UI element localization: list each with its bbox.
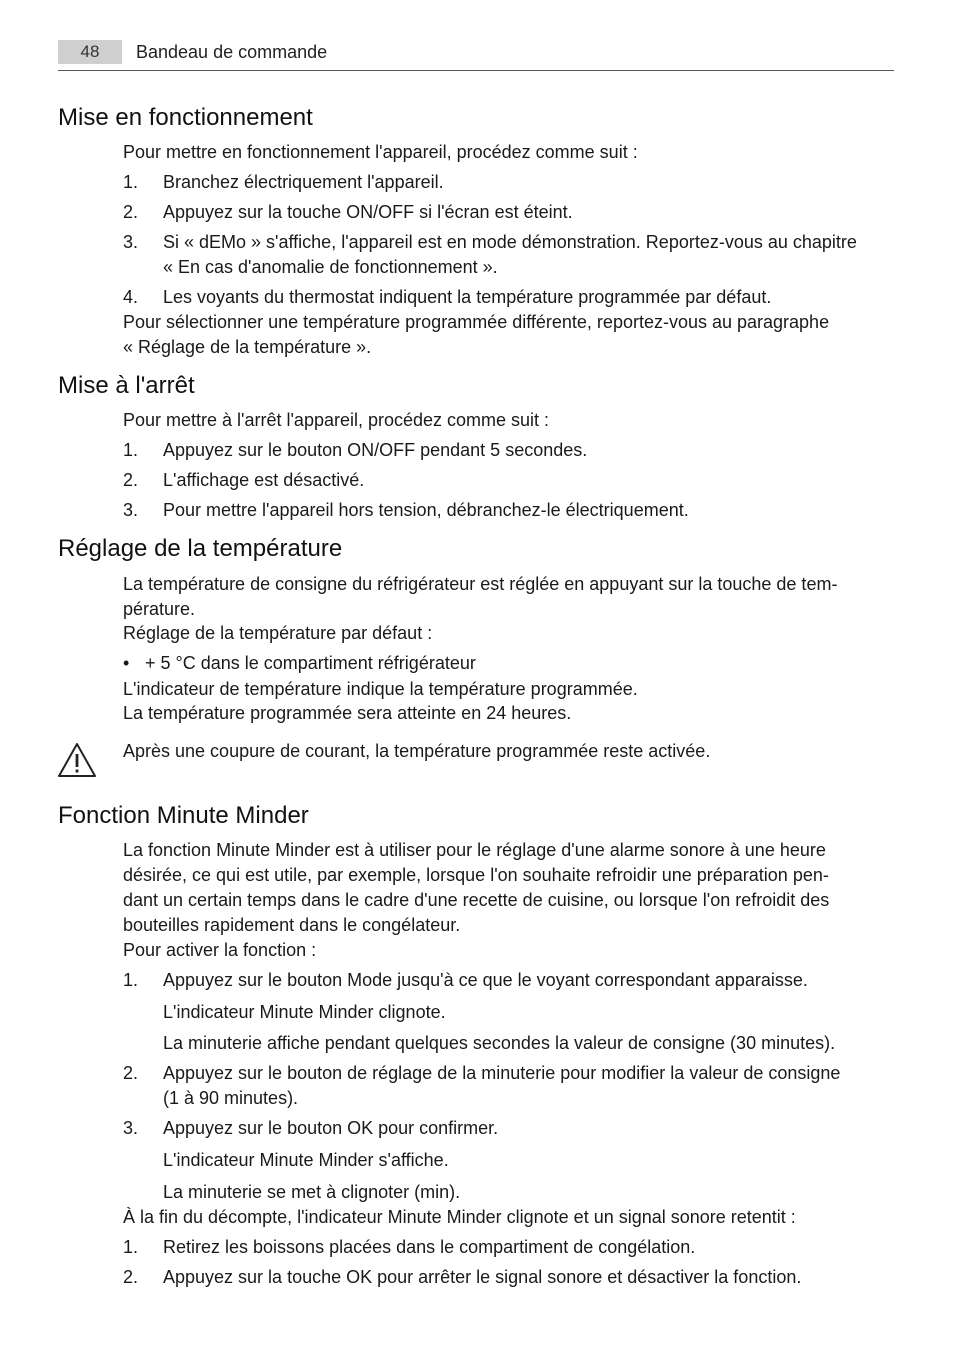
paragraph: Pour sélectionner une température programmée différente, reportez-vous au paragraphe bbox=[123, 312, 830, 332]
warning-text: Après une coupure de courant, la température programmée reste activée. bbox=[123, 741, 711, 761]
paragraph: bouteilles rapidement dans le congélateur. bbox=[123, 915, 461, 935]
list-item: Appuyez sur le bouton de réglage de la minuterie pour modifier la valeur de consigne bbox=[163, 1063, 841, 1083]
list-number: 2. bbox=[123, 470, 139, 490]
list-subitem: La minuterie affiche pendant quelques secondes la valeur de consigne (30 minutes). bbox=[163, 1033, 836, 1053]
list-item: Appuyez sur la touche OK pour arrêter le signal sonore et désactiver la fonction. bbox=[163, 1267, 802, 1287]
list-item: Appuyez sur le bouton ON/OFF pendant 5 secondes. bbox=[163, 440, 588, 460]
paragraph: désirée, ce qui est utile, par exemple, lorsque l'on souhaite refroidir une préparation pen- bbox=[123, 865, 829, 885]
list-number: 2. bbox=[123, 1267, 139, 1287]
list-number: 2. bbox=[123, 202, 139, 222]
paragraph: La température programmée sera atteinte en 24 heures. bbox=[123, 703, 572, 723]
list-number: 3. bbox=[123, 500, 139, 520]
list-item: Si « dEMo » s'affiche, l'appareil est en mode démonstration. Reportez-vous au chapitre bbox=[163, 232, 857, 252]
list-item: Appuyez sur la touche ON/OFF si l'écran est éteint. bbox=[163, 202, 573, 222]
page-number: 48 bbox=[58, 40, 122, 64]
bullet-mark: • bbox=[123, 653, 130, 673]
header-title: Bandeau de commande bbox=[136, 42, 328, 62]
paragraph: Pour activer la fonction : bbox=[123, 940, 317, 960]
list-item: Retirez les boissons placées dans le compartiment de congélation. bbox=[163, 1237, 696, 1257]
list-number: 3. bbox=[123, 1118, 139, 1138]
list-item: Pour mettre l'appareil hors tension, débranchez-le électriquement. bbox=[163, 500, 689, 520]
paragraph: pérature. bbox=[123, 599, 196, 619]
paragraph: Réglage de la température par défaut : bbox=[123, 623, 433, 643]
list-number: 1. bbox=[123, 1237, 139, 1257]
list-item-continued: « En cas d'anomalie de fonctionnement ». bbox=[163, 257, 498, 277]
section-title-reglage-temperature: Réglage de la température bbox=[58, 535, 343, 562]
paragraph: La fonction Minute Minder est à utiliser pour le réglage d'une alarme sonore à une heure bbox=[123, 840, 826, 860]
paragraph: dant un certain temps dans le cadre d'une recette de cuisine, ou lorsque l'on refroidit des bbox=[123, 890, 830, 910]
paragraph: L'indicateur de température indique la température programmée. bbox=[123, 679, 638, 699]
list-item: Appuyez sur le bouton Mode jusqu'à ce que le voyant correspondant apparaisse. bbox=[163, 970, 808, 990]
list-number: 4. bbox=[123, 287, 139, 307]
list-number: 1. bbox=[123, 970, 139, 990]
section-title-mise-en-fonctionnement: Mise en fonctionnement bbox=[58, 104, 313, 131]
list-item-continued: (1 à 90 minutes). bbox=[163, 1088, 299, 1108]
list-item: L'affichage est désactivé. bbox=[163, 470, 365, 490]
paragraph: « Réglage de la température ». bbox=[123, 337, 372, 357]
paragraph: La température de consigne du réfrigérateur est réglée en appuyant sur la touche de tem- bbox=[123, 574, 838, 594]
paragraph: À la fin du décompte, l'indicateur Minute Minder clignote et un signal sonore retentit : bbox=[123, 1207, 796, 1227]
list-number: 1. bbox=[123, 440, 139, 460]
list-item: Les voyants du thermostat indiquent la température programmée par défaut. bbox=[163, 287, 772, 307]
list-subitem: L'indicateur Minute Minder clignote. bbox=[163, 1002, 446, 1022]
list-item: Branchez électriquement l'appareil. bbox=[163, 172, 444, 192]
section-title-mise-a-l-arret: Mise à l'arrêt bbox=[58, 372, 195, 399]
list-subitem: La minuterie se met à clignoter (min). bbox=[163, 1182, 461, 1202]
list-item: Appuyez sur le bouton OK pour confirmer. bbox=[163, 1118, 499, 1138]
paragraph: Pour mettre à l'arrêt l'appareil, procédez comme suit : bbox=[123, 410, 550, 430]
section-title-minute-minder: Fonction Minute Minder bbox=[58, 802, 309, 829]
list-number: 1. bbox=[123, 172, 139, 192]
list-number: 3. bbox=[123, 232, 139, 252]
list-subitem: L'indicateur Minute Minder s'affiche. bbox=[163, 1150, 449, 1170]
paragraph: Pour mettre en fonctionnement l'appareil, procédez comme suit : bbox=[123, 142, 638, 162]
bullet-item: + 5 °C dans le compartiment réfrigérateur bbox=[145, 653, 476, 673]
list-number: 2. bbox=[123, 1063, 139, 1083]
warning-triangle-icon bbox=[57, 742, 97, 778]
page-header bbox=[58, 40, 894, 71]
